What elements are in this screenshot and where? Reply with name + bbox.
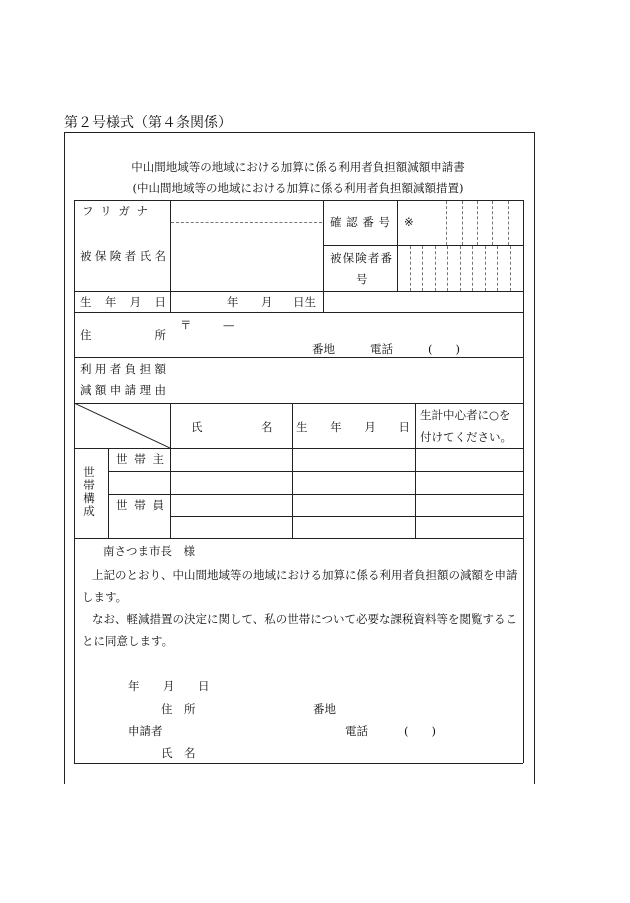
number-box-divider xyxy=(447,246,448,291)
label-char: リ xyxy=(100,204,112,218)
table-line xyxy=(108,448,109,538)
household-member-label xyxy=(116,498,164,512)
label-char: 名 xyxy=(154,249,166,263)
label-char: 額 xyxy=(94,383,107,397)
number-box-divider xyxy=(422,246,423,291)
address-banchi: 番地 xyxy=(312,342,335,356)
label-char: 月 xyxy=(129,295,142,309)
frame-top-border xyxy=(64,132,534,133)
household-side-label: 世 帯 構 成 xyxy=(83,465,95,518)
label-char: 員 xyxy=(152,498,164,512)
insured-number-label-2: 号 xyxy=(356,272,368,286)
label-char: 世 xyxy=(116,498,128,512)
label-char: 被 xyxy=(330,251,342,265)
table-line xyxy=(74,763,523,764)
birthdate-month-unit: 月 xyxy=(261,295,273,309)
furigana-field[interactable] xyxy=(171,202,322,221)
label-char: 生 xyxy=(80,295,92,309)
label-char: 住 xyxy=(80,328,92,342)
diagonal-header-cell xyxy=(74,403,170,448)
label-char: 負 xyxy=(124,362,137,376)
label-char: 申 xyxy=(109,383,122,397)
application-date-month: 月 xyxy=(163,679,175,693)
household-member-name-field[interactable] xyxy=(171,517,291,537)
furigana-separator xyxy=(171,222,322,223)
table-line xyxy=(397,200,398,291)
number-box-divider xyxy=(460,246,461,291)
number-box-divider xyxy=(510,246,511,291)
number-box-divider xyxy=(435,246,436,291)
insured-name-field[interactable] xyxy=(171,225,322,290)
addressee: 南さつま市長 様 xyxy=(103,544,195,558)
table-line xyxy=(74,357,523,358)
label-char: 主 xyxy=(152,452,164,466)
number-box-divider xyxy=(497,246,498,291)
label-char: 額 xyxy=(154,362,166,376)
table-line xyxy=(74,200,523,201)
applicant-label: 申請者 xyxy=(128,724,163,738)
table-line xyxy=(292,403,293,538)
label-char: 保 xyxy=(94,249,107,263)
address-phone-label: 電話 xyxy=(370,342,393,356)
label-char: 確 xyxy=(330,215,342,229)
postal-dash: — xyxy=(223,318,235,332)
label-char: 番 xyxy=(362,215,374,229)
label-char: 者 xyxy=(109,362,122,376)
declaration-text-2: します。 xyxy=(82,590,128,604)
household-birthdate-header xyxy=(296,420,410,434)
label-char: 帯 xyxy=(134,498,146,512)
table-line xyxy=(74,200,75,763)
birthdate-day-unit: 日生 xyxy=(293,295,316,309)
household-note-line1: 生計中心者に○を xyxy=(420,408,511,422)
table-line xyxy=(415,403,416,538)
confirmation-number-label xyxy=(330,215,390,229)
table-line xyxy=(523,200,524,763)
reason-field[interactable] xyxy=(171,359,522,402)
household-name-header-1: 氏 xyxy=(191,420,203,434)
label-char: 険 xyxy=(355,251,367,265)
address-field[interactable] xyxy=(171,314,522,356)
frame-left-border xyxy=(64,132,65,784)
label-char: 番 xyxy=(380,251,392,265)
label-char: 年 xyxy=(104,295,117,309)
birthdate-label xyxy=(80,295,166,309)
applicant-banchi: 番地 xyxy=(313,702,336,716)
label-char: 世 xyxy=(116,452,128,466)
form-title: 中山間地域等の地域における加算に係る利用者負担額減額申請書 xyxy=(131,160,465,174)
label-char: 者 xyxy=(367,251,380,265)
household-member-name-field[interactable] xyxy=(171,495,291,515)
label-char: 用 xyxy=(94,362,107,376)
label-char: 担 xyxy=(139,362,152,376)
declaration-text-3: なお、軽減措置の決定に関して、私の世帯について必要な課税資料等を閲覧するこ xyxy=(92,612,518,626)
number-box-divider xyxy=(492,201,493,245)
number-box-divider xyxy=(472,246,473,291)
number-box-divider xyxy=(462,201,463,245)
number-box-divider xyxy=(410,246,411,291)
applicant-phone-paren: ( ) xyxy=(404,724,436,738)
label-char: 年 xyxy=(330,420,342,434)
household-note-line2: 付けてください。 xyxy=(420,430,512,444)
frame-right-border xyxy=(534,132,535,784)
label-char: ガ xyxy=(118,204,130,218)
label-char: 由 xyxy=(154,383,166,397)
reason-label-1 xyxy=(80,362,166,376)
household-member-name-field[interactable] xyxy=(171,472,291,493)
number-box-divider xyxy=(477,201,478,245)
insured-name-label xyxy=(80,249,166,263)
label-char: 氏 xyxy=(139,249,152,263)
label-char: 帯 xyxy=(134,452,146,466)
applicant-phone-label: 電話 xyxy=(345,724,368,738)
label-char: 生 xyxy=(296,420,308,434)
table-line xyxy=(74,538,523,539)
label-char: 保 xyxy=(342,251,355,265)
birthdate-field[interactable] xyxy=(171,293,322,311)
label-char: 号 xyxy=(378,215,390,229)
applicant-name-label: 氏 名 xyxy=(161,746,196,760)
label-char: 険 xyxy=(109,249,122,263)
table-line xyxy=(74,291,523,292)
label-char: 減 xyxy=(80,383,92,397)
birthdate-year-unit: 年 xyxy=(227,295,239,309)
label-char: 利 xyxy=(80,362,92,376)
label-char: ナ xyxy=(136,204,148,218)
form-subtitle: (中山間地域等の地域における加算に係る利用者負担額減額措置) xyxy=(132,181,464,195)
address-phone-paren: ( ) xyxy=(428,342,460,356)
insured-number-label xyxy=(330,251,392,265)
table-line xyxy=(108,494,170,495)
office-use-mark: ※ xyxy=(404,215,414,229)
applicant-address-label: 住 所 xyxy=(161,702,196,716)
declaration-text-1: 上記のとおり、中山間地域等の地域における加算に係る利用者負担額の減額を申請 xyxy=(92,568,518,582)
label-char: フ xyxy=(82,204,94,218)
reason-label-2 xyxy=(80,383,166,397)
application-date-day: 日 xyxy=(198,679,210,693)
postal-mark: 〒 xyxy=(180,318,192,332)
number-box-divider xyxy=(508,201,509,245)
household-name-header-2: 名 xyxy=(261,420,273,434)
label-char: 所 xyxy=(154,328,166,342)
label-char: 月 xyxy=(364,420,376,434)
label-char: 日 xyxy=(154,295,166,309)
household-head-label xyxy=(116,452,164,466)
household-head-name-field[interactable] xyxy=(171,449,291,470)
application-date-year: 年 xyxy=(128,679,140,693)
table-line xyxy=(323,245,523,246)
label-char: 者 xyxy=(124,249,137,263)
number-box-divider xyxy=(446,201,447,245)
household-head-check-field[interactable] xyxy=(416,449,522,470)
declaration-text-4: とに同意します。 xyxy=(82,634,174,648)
address-label xyxy=(80,328,166,342)
number-box-divider xyxy=(485,246,486,291)
label-char: 請 xyxy=(124,383,137,397)
table-line xyxy=(74,312,523,313)
table-line xyxy=(323,200,324,312)
form-number-label: 第２号様式（第４条関係） xyxy=(64,115,232,131)
label-char: 日 xyxy=(398,420,410,434)
furigana-label xyxy=(82,204,148,218)
label-char: 理 xyxy=(139,383,152,397)
label-char: 被 xyxy=(80,249,92,263)
household-head-birthdate-field[interactable] xyxy=(293,449,414,470)
label-char: 認 xyxy=(346,215,358,229)
